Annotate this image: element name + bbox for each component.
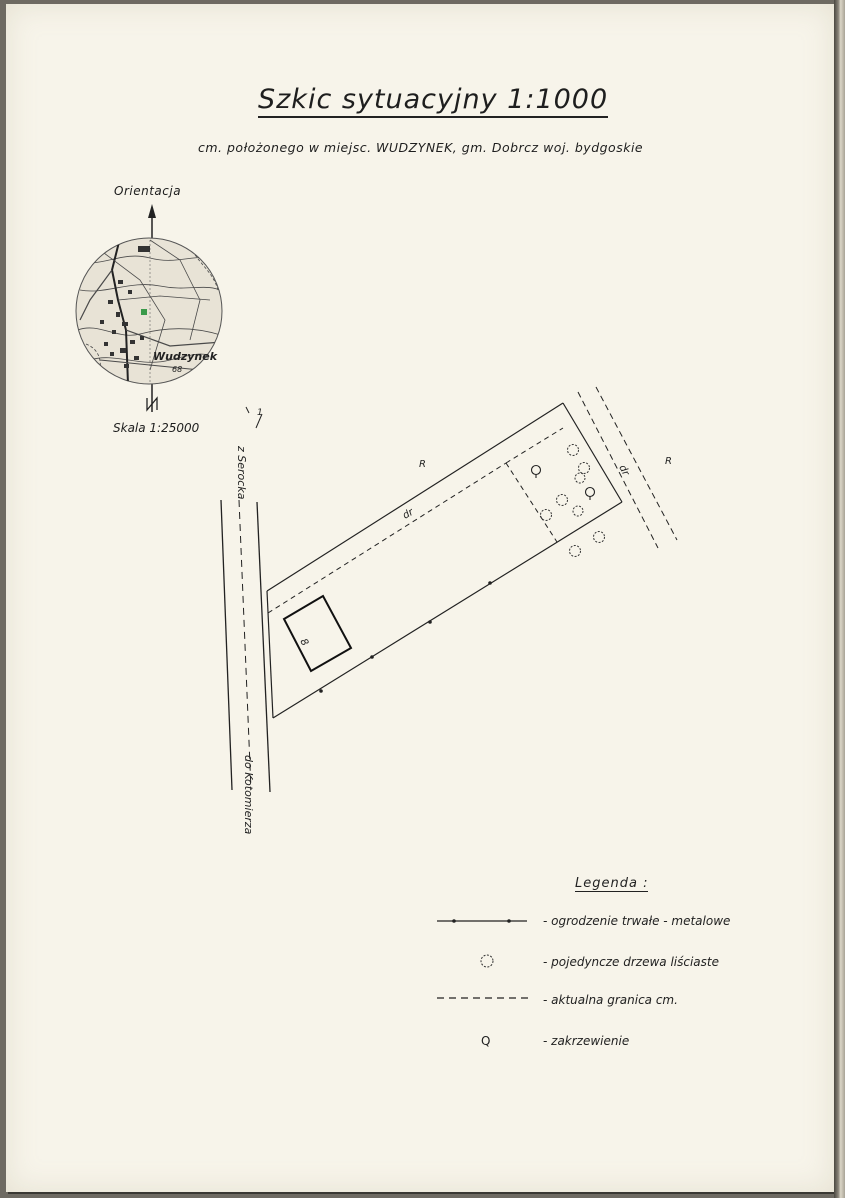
legend-symbols — [437, 919, 528, 998]
legend-item-shrub: - zakrzewienie — [543, 1034, 630, 1048]
legend-tree-icon — [481, 955, 493, 967]
map-subtitle: cm. położonego w miejsc. WUDZYNEK, gm. Dobrcz woj. bydgoskie — [198, 140, 644, 155]
legend-item-tree: - pojedyncze drzewa liściaste — [543, 955, 719, 969]
building — [284, 596, 351, 671]
legend-shrub-icon: Q — [481, 1034, 491, 1048]
field-label-east: R — [665, 456, 672, 467]
map-title: Szkic sytuacyjny 1:1000 — [258, 84, 608, 118]
point-number: 1 — [257, 408, 263, 418]
inset-topo-map — [76, 238, 225, 384]
trees — [541, 445, 605, 557]
orientation-label: Orientacja — [114, 184, 182, 198]
path-label-outer: dr — [616, 463, 631, 478]
inset-elevation: 68 — [172, 365, 183, 374]
legend-item-fence: - ogrodzenie trwałe - metalowe — [543, 914, 731, 928]
building-number: 8 — [297, 637, 311, 649]
site-marker-icon — [141, 309, 147, 315]
legend-item-border: - aktualna granica cm. — [543, 993, 678, 1007]
road-from-label: z Serocka — [235, 446, 248, 500]
inset-scale-label: Skala 1:25000 — [113, 421, 200, 435]
path-label-inner: dr — [401, 506, 416, 522]
field-label-north: R — [419, 459, 426, 470]
point-mark — [246, 407, 263, 428]
road — [221, 500, 270, 792]
cemetery-parcel — [267, 387, 677, 718]
legend-title: Legenda : — [575, 876, 649, 891]
inset-place-name: Wudzynek — [153, 350, 218, 363]
road-to-label: do Kotomierza — [242, 755, 255, 835]
